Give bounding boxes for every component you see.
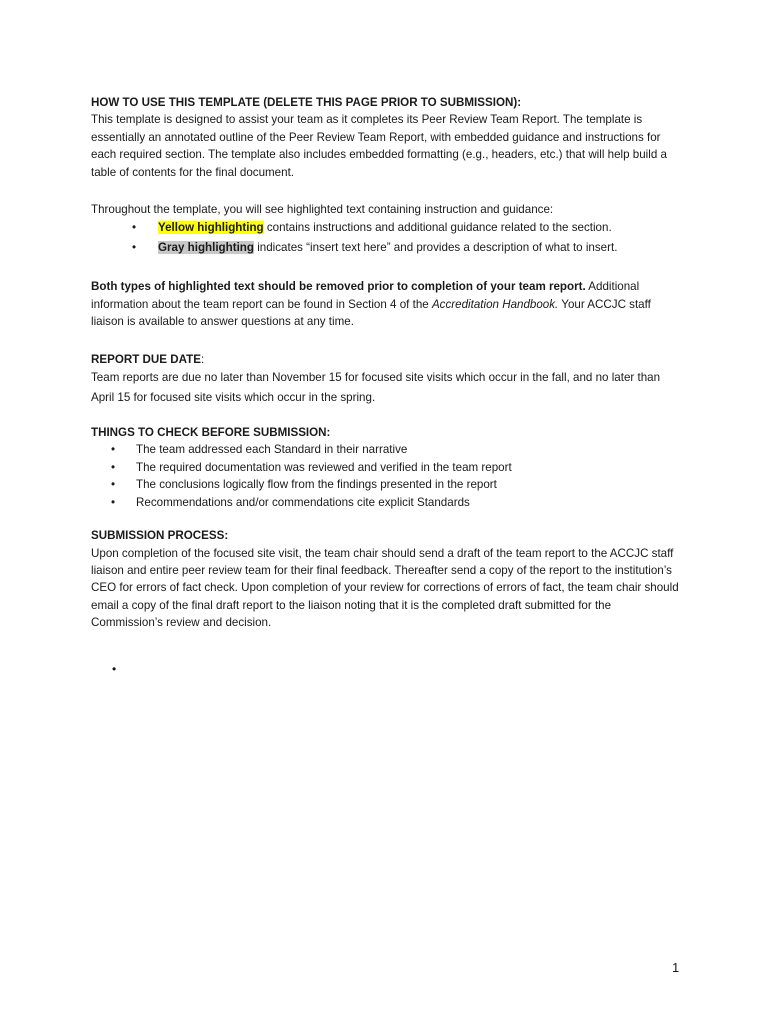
bullet-icon: • (111, 478, 116, 492)
gray-highlight-text: indicates “insert text here” and provides a description of what to insert. (253, 241, 618, 255)
list-item (91, 238, 683, 258)
page-number: 1 (672, 960, 680, 975)
list-item (91, 459, 683, 476)
list-item (91, 476, 683, 493)
page-content (91, 94, 683, 632)
list-item (91, 218, 683, 238)
list-item (91, 441, 683, 458)
bullet-icon: • (132, 221, 137, 235)
submission-heading: SUBMISSION PROCESS: (91, 529, 229, 543)
how-to-body: This template is designed to assist your team as it completes its Peer Review Team Report. The template is essentially an annotated outline of the Peer Review Team Report, with embedded guidance and instructions for each required section. The template also includes embedded formatting (e.g., headers, etc.) that will help build a table of contents for the final document. (91, 113, 667, 179)
checklist-item-text: Recommendations and/or commendations cite explicit Standards (136, 495, 470, 509)
bullet-icon: • (111, 460, 116, 474)
checklist-item-text: The team addressed each Standard in their narrative (136, 443, 408, 457)
removal-text-2: Your ACCJC staff liaison is available to answer questions at any time. (91, 297, 651, 329)
due-date-heading-colon: : (200, 352, 205, 366)
checklist (91, 441, 683, 511)
handbook-title: Accreditation Handbook. (431, 297, 559, 311)
removal-bold-text: Both types of highlighted text should be removed prior to completion of your team report. (91, 280, 586, 294)
highlight-intro: Throughout the template, you will see highlighted text containing instruction and guidance: (91, 203, 554, 217)
gray-highlight-label: Gray highlighting (158, 241, 254, 255)
checklist-heading: THINGS TO CHECK BEFORE SUBMISSION: (91, 426, 331, 440)
removal-text-1: Additional information about the team report can be found in Section 4 of the (91, 280, 640, 311)
highlight-list (91, 218, 683, 258)
bullet-icon: • (132, 241, 137, 255)
removal-paragraph (91, 278, 683, 330)
how-to-heading: HOW TO USE THIS TEMPLATE (DELETE THIS PAGE PRIOR TO SUBMISSION): (91, 96, 522, 109)
bullet-icon: • (111, 495, 116, 509)
empty-bullet-icon: • (112, 662, 117, 676)
due-date-body: Team reports are due no later than November 15 for focused site visits which occur in the fall, and no later than April 15 for focused site visits which occur in the spring. (91, 371, 661, 405)
due-date-heading-text: REPORT DUE DATE (91, 352, 201, 366)
submission-body: Upon completion of the focused site visit, the team chair should send a draft of the team report to the ACCJC staff liaison and entire peer review team for their final feedback. Thereafter send a copy of the report to the institution’s CEO for errors of fact check. Upon completion of your review for corrections of errors of fact, the team chair should email a copy of the final draft report to the liaison noting that it is the completed draft submitted for the Commission’s review and decision. (91, 546, 679, 630)
yellow-highlight-label: Yellow highlighting (158, 221, 264, 235)
due-date-heading (91, 351, 683, 368)
yellow-highlight-text: contains instructions and additional guidance related to the section. (263, 221, 612, 235)
bullet-icon: • (111, 443, 116, 457)
checklist-item-text: The conclusions logically flow from the findings presented in the report (136, 478, 497, 492)
checklist-item-text: The required documentation was reviewed and verified in the team report (136, 460, 512, 474)
list-item (91, 494, 683, 511)
